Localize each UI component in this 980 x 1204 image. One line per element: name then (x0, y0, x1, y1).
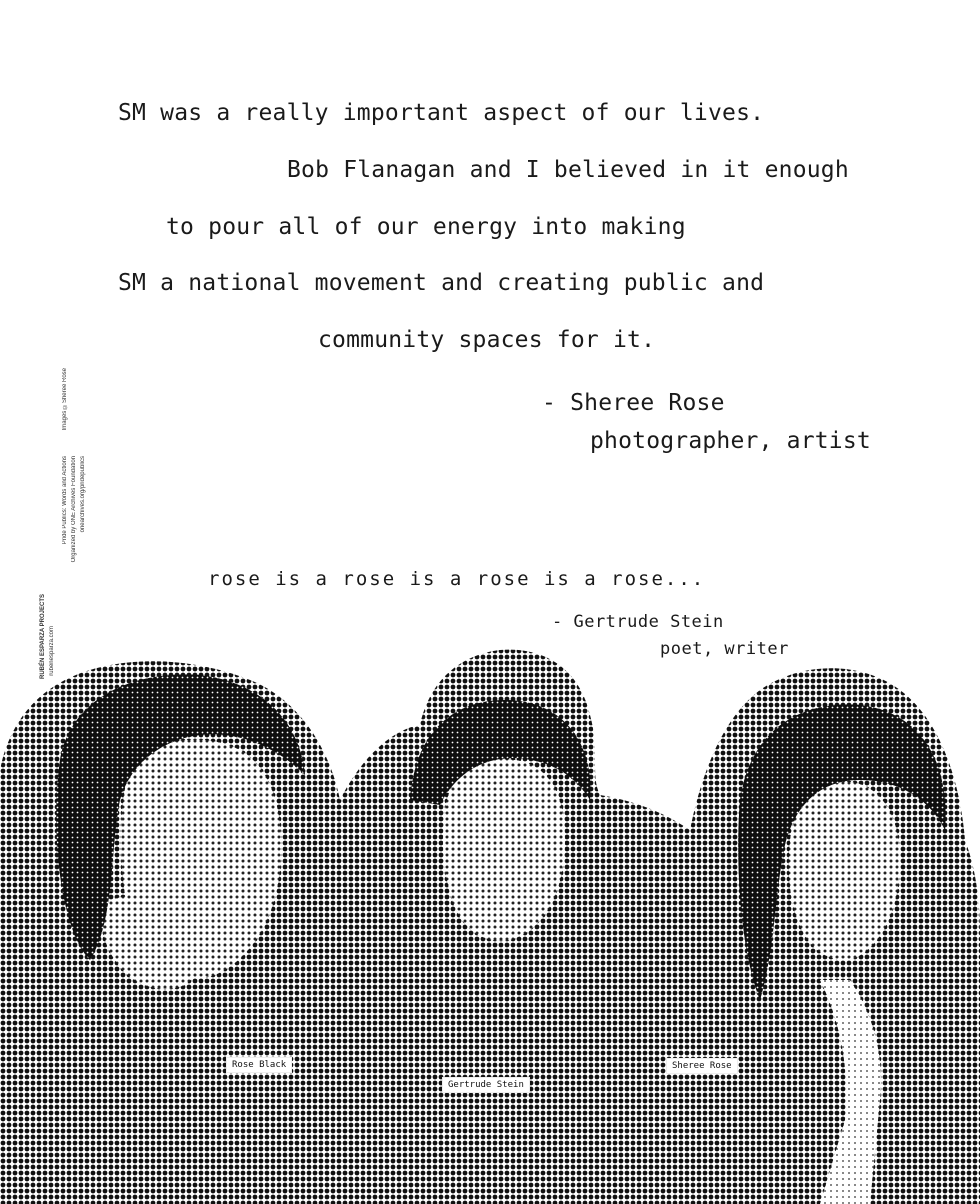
label-rose-black: Rose Black (226, 1057, 292, 1073)
sidebar-credit-2: rubenesparza.com (49, 626, 55, 676)
label-gertrude-stein: Gertrude Stein (442, 1077, 530, 1093)
quote-line-4: SM a national movement and creating public and (118, 270, 765, 296)
quote-line-2: Bob Flanagan and I believed in it enough (287, 157, 849, 183)
quote-attribution-role: photographer, artist (590, 428, 871, 454)
secondary-attribution-name: - Gertrude Stein (552, 612, 724, 632)
secondary-quote: rose is a rose is a rose is a rose... (208, 568, 706, 590)
sidebar-credit-1: RUBÉN ESPARZA PROJECTS (40, 594, 46, 680)
halftone-portraits (0, 600, 980, 1204)
label-sheree-rose: Sheree Rose (666, 1058, 738, 1074)
sidebar-credit-5: onearchives.org/pridepublics (80, 456, 86, 533)
quote-line-1: SM was a really important aspect of our lives. (118, 100, 765, 126)
quote-line-5: community spaces for it. (318, 327, 656, 353)
sidebar-credit-3: Pride Publics: Words and Actions (62, 456, 68, 545)
sidebar-credit-6: Images ©Sheree Rose (62, 368, 68, 431)
quote-attribution-name: - Sheree Rose (542, 390, 725, 416)
quote-line-3: to pour all of our energy into making (166, 214, 686, 240)
secondary-attribution-role: poet, writer (660, 639, 789, 659)
sidebar-credit-4: Organized by ONE Archives Foundation (71, 456, 77, 563)
